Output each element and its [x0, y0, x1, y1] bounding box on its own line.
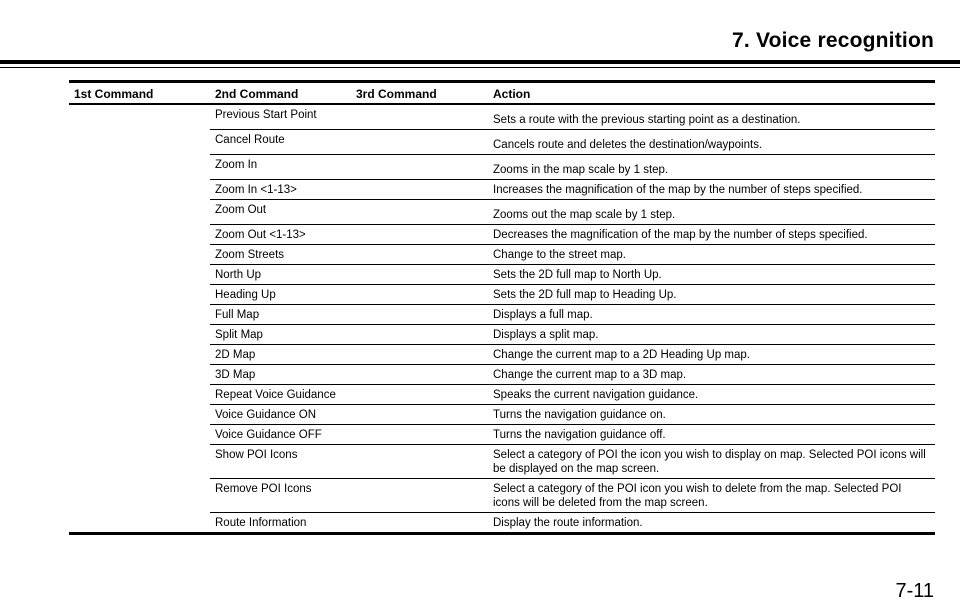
table-row — [69, 225, 935, 245]
table-row — [69, 130, 935, 155]
action-cell: Zooms out the map scale by 1 step. — [488, 200, 935, 225]
action-cell: Decreases the magnification of the map by the number of steps specified. — [488, 225, 935, 245]
table-header — [69, 82, 935, 105]
action-cell: Change the current map to a 2D Heading Up map. — [488, 345, 935, 365]
table-row — [69, 104, 935, 130]
first-command-cell — [69, 345, 210, 365]
first-command-cell — [69, 325, 210, 345]
action-cell: Speaks the current navigation guidance. — [488, 385, 935, 405]
command-cell: Voice Guidance OFF — [210, 425, 488, 445]
command-cell: Zoom In — [210, 155, 488, 180]
column-header-1st-command: 1st Command — [69, 82, 210, 105]
table-row — [69, 305, 935, 325]
table-row — [69, 200, 935, 225]
command-cell: 3D Map — [210, 365, 488, 385]
table-row — [69, 285, 935, 305]
action-cell: Cancels route and deletes the destination/waypoints. — [488, 130, 935, 155]
first-command-cell — [69, 130, 210, 155]
command-cell: Previous Start Point — [210, 104, 488, 130]
command-cell: Heading Up — [210, 285, 488, 305]
action-cell: Sets a route with the previous starting point as a destination. — [488, 104, 935, 130]
command-cell: Zoom In <1-13> — [210, 180, 488, 200]
first-command-cell — [69, 265, 210, 285]
first-command-cell — [69, 245, 210, 265]
first-command-cell — [69, 225, 210, 245]
command-cell: Remove POI Icons — [210, 479, 488, 513]
header-rule-thin — [0, 67, 960, 68]
first-command-cell — [69, 445, 210, 479]
command-cell: Show POI Icons — [210, 445, 488, 479]
command-cell: Zoom Streets — [210, 245, 488, 265]
first-command-cell — [69, 200, 210, 225]
command-cell: North Up — [210, 265, 488, 285]
table-row — [69, 479, 935, 513]
first-command-cell — [69, 104, 210, 130]
table-row — [69, 155, 935, 180]
table-row — [69, 265, 935, 285]
table-row — [69, 345, 935, 365]
column-header-2nd-command: 2nd Command — [210, 82, 351, 105]
action-cell: Sets the 2D full map to Heading Up. — [488, 285, 935, 305]
column-header-action: Action — [488, 82, 935, 105]
first-command-cell — [69, 479, 210, 513]
command-cell: Zoom Out <1-13> — [210, 225, 488, 245]
table-row — [69, 365, 935, 385]
command-cell: Zoom Out — [210, 200, 488, 225]
first-command-cell — [69, 180, 210, 200]
first-command-cell — [69, 425, 210, 445]
first-command-cell — [69, 385, 210, 405]
header-rule — [0, 60, 960, 64]
action-cell: Turns the navigation guidance off. — [488, 425, 935, 445]
table-row — [69, 425, 935, 445]
first-command-cell — [69, 155, 210, 180]
action-cell: Displays a split map. — [488, 325, 935, 345]
first-command-cell — [69, 513, 210, 534]
chapter-title: 7. Voice recognition — [732, 29, 934, 52]
action-cell: Zooms in the map scale by 1 step. — [488, 155, 935, 180]
first-command-cell — [69, 365, 210, 385]
table-body — [69, 104, 935, 534]
command-cell: Cancel Route — [210, 130, 488, 155]
command-cell: 2D Map — [210, 345, 488, 365]
column-header-3rd-command: 3rd Command — [351, 82, 488, 105]
action-cell: Displays a full map. — [488, 305, 935, 325]
action-cell: Change the current map to a 3D map. — [488, 365, 935, 385]
table-row — [69, 385, 935, 405]
table-row — [69, 445, 935, 479]
action-cell: Change to the street map. — [488, 245, 935, 265]
action-cell: Sets the 2D full map to North Up. — [488, 265, 935, 285]
first-command-cell — [69, 285, 210, 305]
table-row — [69, 245, 935, 265]
action-cell: Select a category of POI the icon you wish to display on map. Selected POI icons will be displayed on the map screen. — [488, 445, 935, 479]
table-row — [69, 180, 935, 200]
action-cell: Increases the magnification of the map by the number of steps specified. — [488, 180, 935, 200]
table-row — [69, 513, 935, 534]
command-cell: Full Map — [210, 305, 488, 325]
action-cell: Display the route information. — [488, 513, 935, 534]
table-header-row — [69, 82, 935, 105]
command-cell: Repeat Voice Guidance — [210, 385, 488, 405]
action-cell: Turns the navigation guidance on. — [488, 405, 935, 425]
command-cell: Voice Guidance ON — [210, 405, 488, 425]
page-number: 7-11 — [895, 580, 934, 602]
command-cell: Route Information — [210, 513, 488, 534]
command-cell: Split Map — [210, 325, 488, 345]
table-row — [69, 405, 935, 425]
action-cell: Select a category of the POI icon you wish to delete from the map. Selected POI icons will be deleted from the map screen. — [488, 479, 935, 513]
first-command-cell — [69, 405, 210, 425]
first-command-cell — [69, 305, 210, 325]
voice-command-table — [69, 80, 935, 535]
table-row — [69, 325, 935, 345]
